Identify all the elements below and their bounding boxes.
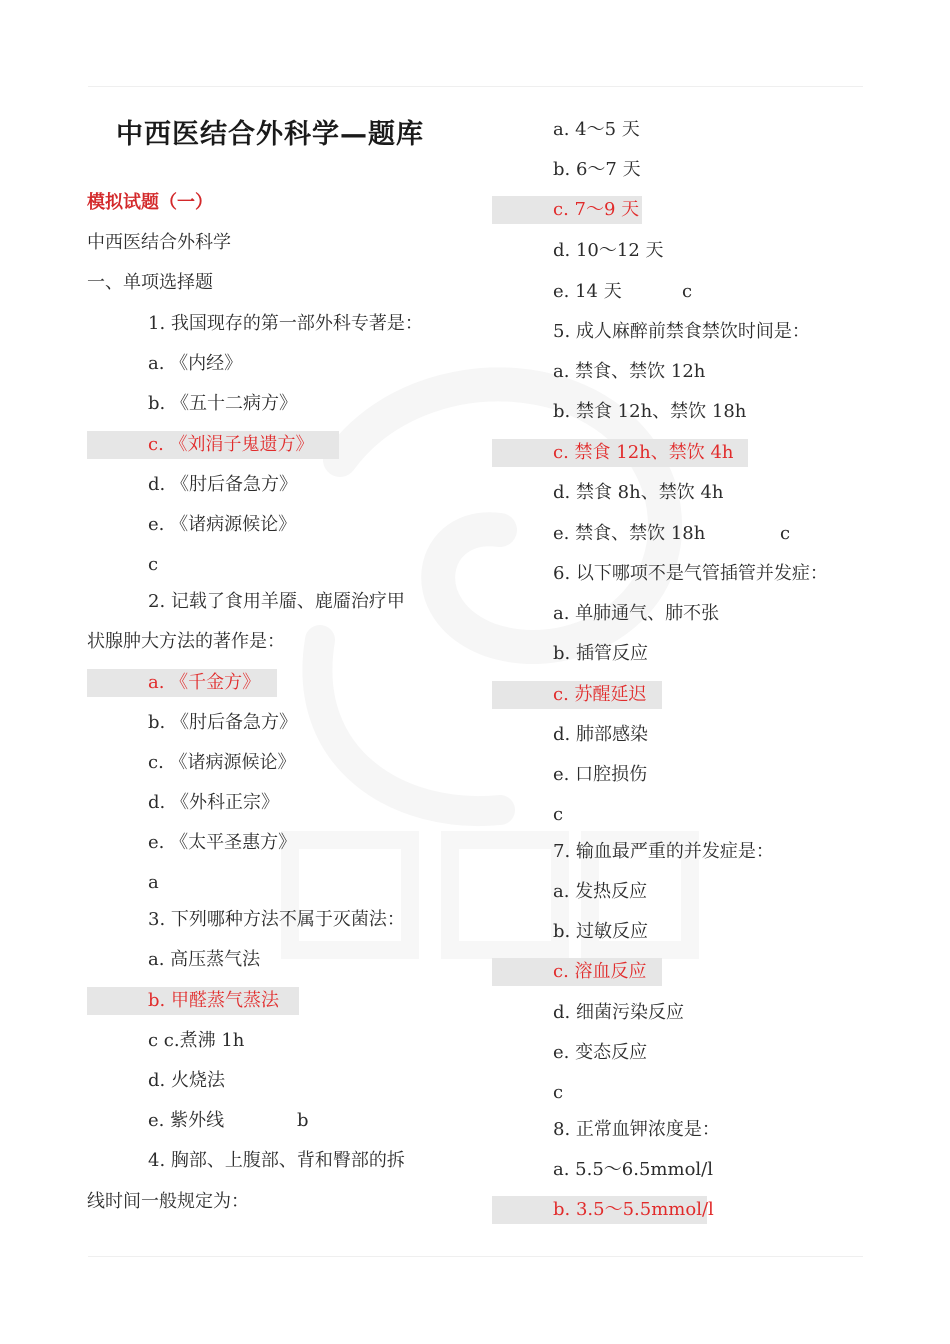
q4-option-a: a. 4～5 天 (553, 119, 640, 140)
q5-option-d: d. 禁食 8h、禁饮 4h (553, 482, 724, 503)
q8-option-b: b. 3.5～5.5mmol/l (553, 1199, 714, 1220)
question-2-stem: 2. 记载了食用羊靥、鹿靥治疗甲 (148, 591, 405, 612)
q5-option-b: b. 禁食 12h、禁饮 18h (553, 401, 747, 422)
q2-option-d: d. 《外科正宗》 (148, 792, 279, 813)
bottom-rule (88, 1256, 863, 1257)
q2-option-c: c. 《诸病源候论》 (148, 752, 296, 773)
question-5-stem: 5. 成人麻醉前禁食禁饮时间是： (553, 321, 810, 342)
q6-option-c: c. 苏醒延迟 (553, 684, 647, 705)
q6-option-b: b. 插管反应 (553, 643, 648, 664)
question-7-stem: 7. 输血最严重的并发症是： (553, 841, 774, 862)
q1-option-b: b. 《五十二病方》 (148, 393, 297, 414)
q7-option-a: a. 发热反应 (553, 881, 648, 902)
question-1-stem: 1. 我国现存的第一部外科专著是： (148, 313, 423, 334)
page-title: 中西医结合外科学—题库 (116, 119, 424, 150)
q8-option-a: a. 5.5～6.5mmol/l (553, 1159, 713, 1180)
q5-option-c: c. 禁食 12h、禁饮 4h (553, 442, 734, 463)
part-heading: 一、单项选择题 (87, 272, 213, 293)
q5-option-e: e. 禁食、禁饮 18h (553, 523, 706, 544)
subject-line: 中西医结合外科学 (87, 232, 231, 253)
q4-option-d: d. 10～12 天 (553, 240, 664, 261)
q6-option-e: e. 口腔损伤 (553, 764, 648, 785)
q7-option-c: c. 溶血反应 (553, 961, 647, 982)
question-6-stem: 6. 以下哪项不是气管插管并发症： (553, 563, 828, 584)
question-3-stem: 3. 下列哪种方法不属于灭菌法： (148, 909, 405, 930)
q3-answer: b (297, 1110, 309, 1131)
question-4-stem: 4. 胸部、上腹部、背和臀部的拆 (148, 1150, 405, 1171)
q3-option-e: e. 紫外线 (148, 1110, 225, 1131)
q2-option-b: b. 《肘后备急方》 (148, 712, 297, 733)
q5-answer: c (780, 523, 791, 544)
section-title: 模拟试题（一） (87, 192, 213, 213)
top-rule (88, 86, 863, 87)
q7-option-d: d. 细菌污染反应 (553, 1002, 684, 1023)
q3-option-d: d. 火烧法 (148, 1070, 225, 1091)
q1-option-c: c. 《刘涓子鬼遗方》 (148, 434, 314, 455)
q4-answer: c (682, 281, 693, 302)
q2-option-e: e. 《太平圣惠方》 (148, 832, 297, 853)
q6-option-a: a. 单肺通气、肺不张 (553, 603, 720, 624)
question-4-stem-cont: 线时间一般规定为： (87, 1191, 249, 1212)
q1-option-e: e. 《诸病源候论》 (148, 514, 297, 535)
q7-answer: c (553, 1082, 564, 1103)
q5-option-a: a. 禁食、禁饮 12h (553, 361, 706, 382)
question-2-stem-cont: 状腺肿大方法的著作是： (87, 631, 285, 652)
q3-option-b: b. 甲醛蒸气蒸法 (148, 990, 279, 1011)
q3-option-c: c c.煮沸 1h (148, 1030, 245, 1051)
q4-option-c: c. 7～9 天 (553, 199, 640, 220)
q7-option-e: e. 变态反应 (553, 1042, 648, 1063)
q6-option-d: d. 肺部感染 (553, 724, 648, 745)
q6-answer: c (553, 804, 564, 825)
question-8-stem: 8. 正常血钾浓度是： (553, 1119, 720, 1140)
q7-option-b: b. 过敏反应 (553, 921, 648, 942)
q1-answer: c (148, 554, 159, 575)
q4-option-b: b. 6～7 天 (553, 159, 641, 180)
q4-option-e: e. 14 天 (553, 281, 622, 302)
q1-option-a: a. 《内经》 (148, 353, 243, 374)
q2-option-a: a. 《千金方》 (148, 672, 261, 693)
q1-option-d: d. 《肘后备急方》 (148, 474, 297, 495)
q3-option-a: a. 高压蒸气法 (148, 949, 261, 970)
q2-answer: a (148, 872, 159, 893)
